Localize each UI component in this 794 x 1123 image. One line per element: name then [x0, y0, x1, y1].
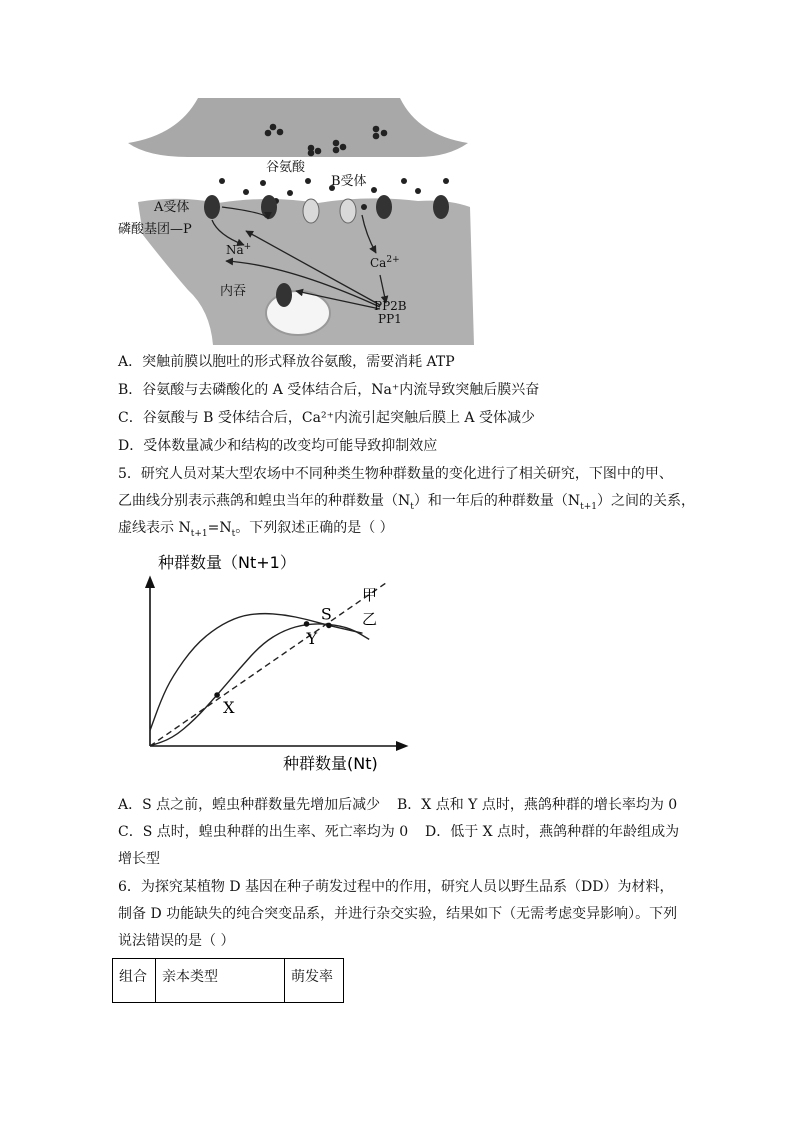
- label-receptor-a: A受体: [154, 200, 190, 215]
- q4-option-a: A．突触前膜以胞吐的形式释放谷氨酸，需要消耗 ATP: [118, 354, 455, 370]
- q4-option-b: B．谷氨酸与去磷酸化的 A 受体结合后，Na⁺内流导致突触后膜兴奋: [118, 382, 540, 398]
- label-pp2b: PP2B: [374, 299, 407, 313]
- chart-xlabel: 种群数量(Nt): [283, 754, 378, 773]
- q5-option-b: B．X 点和 Y 点时，燕鸽种群的增长率均为 0: [397, 797, 678, 813]
- q6-stem-line-2: 制备 D 功能缺失的纯合突变品系，并进行杂交实验，结果如下（无需考虑变异影响）。下列: [118, 906, 678, 922]
- point-s: [326, 623, 332, 629]
- label-endocytosis: 内吞: [220, 284, 247, 299]
- q5-option-c: C．S 点时，蝗虫种群的出生率、死亡率均为 0: [118, 824, 409, 840]
- table-header-cell: 组合: [113, 959, 156, 1003]
- q5-option-a: A．S 点之前，蝗虫种群数量先增加后减少: [118, 797, 381, 813]
- chart-ylabel: 种群数量（Nt+1）: [158, 553, 296, 572]
- series-line-jia: [150, 614, 363, 731]
- q5-option-d: D．低于 X 点时，燕鸽种群的年龄组成为: [425, 824, 680, 840]
- point-label-x: X: [223, 698, 235, 717]
- q6-stem-line-1: 6．为探究某植物 D 基因在种子萌发过程中的作用，研究人员以野生品系（DD）为材料，: [118, 879, 674, 895]
- point-y: [304, 621, 310, 627]
- point-label-y: Y: [306, 628, 318, 648]
- reference-dashed-line: [150, 582, 387, 746]
- label-na: Na+: [226, 242, 252, 257]
- label-pp1: PP1: [378, 312, 402, 326]
- series-line-yi: [150, 624, 369, 746]
- point-label-s: S: [320, 604, 332, 624]
- q5-stem-line-3: 虚线表示 $N_{t+1}=N_t$。下列叙述正确的是（ ）: [118, 520, 394, 539]
- series-label-yi: 乙: [362, 610, 378, 628]
- chart-svg: [140, 548, 420, 778]
- table-header-cell: 萌发率: [285, 959, 344, 1003]
- synapse-illustration: [118, 95, 474, 345]
- q6-table: [112, 958, 344, 1003]
- q4-option-c: C．谷氨酸与 B 受体结合后，Ca²⁺内流引起突触后膜上 A 受体减少: [118, 410, 535, 426]
- label-receptor-b: B受体: [331, 174, 367, 189]
- series-label-jia: 甲: [362, 586, 378, 604]
- population-chart: [140, 548, 420, 778]
- label-ca: $Ca^{2+}$: [370, 255, 400, 270]
- label-phosphate: 磷酸基团—P: [118, 222, 192, 237]
- q5-stem-line-2: 乙曲线分别表示燕鸽和蝗虫当年的种群数量$(N_t)$和一年后的种群数量$(N_{t+1})$之间的关系，: [118, 493, 696, 512]
- synapse-diagram: [118, 95, 474, 345]
- q5-stem-line-1: 5．研究人员对某大型农场中不同种类生物种群数量的变化进行了相关研究，下图中的甲、: [118, 466, 673, 482]
- q5-option-d-cont: 增长型: [118, 851, 160, 867]
- q6-stem-line-3: 说法错误的是（ ）: [118, 933, 235, 949]
- q4-option-d: D．受体数量减少和结构的改变均可能导致抑制效应: [118, 438, 438, 454]
- table-header-cell: 亲本类型: [156, 959, 285, 1003]
- label-glutamate: 谷氨酸: [266, 160, 306, 175]
- point-x: [214, 692, 220, 698]
- table-header-row: [113, 959, 344, 1003]
